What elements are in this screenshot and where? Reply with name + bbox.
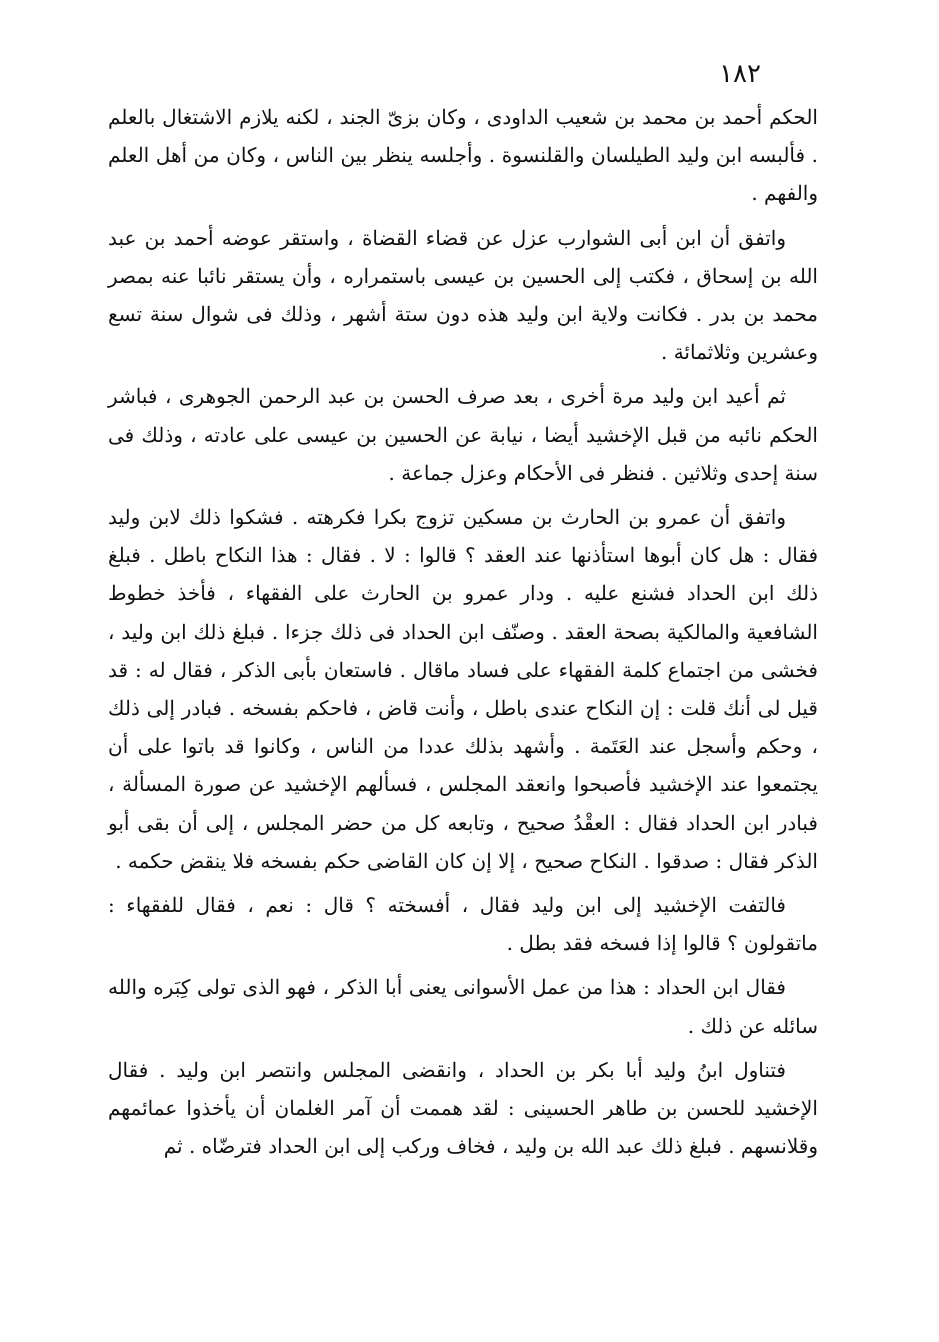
paragraph-1: الحكم أحمد بن محمد بن شعيب الداودى ، وكان بزىّ الجند ، لكنه يلازم الاشتغال بالعلم . فألبسه ابن وليد الطيلسان والقلنسوة . وأجلسه ينظر بين الناس ، وكان من أهل العلم والفهم .: [108, 105, 818, 206]
paragraph-4: واتفق أن عمرو بن الحارث بن مسكين تزوج بكرا فكرهته . فشكوا ذلك لابن وليد فقال : هل كان أبوها استأذنها عند العقد ؟ قالوا : لا . فقال : هذا النكاح باطل . فبلغ ذلك ابن الحداد فشنع عليه . ودار عمرو بن الحارث على الفقهاء ، فأخذ خطوط الشافعية والمالكية بصحة العقد . وصنّف ابن الحداد فى ذلك جزءا . فبلغ ذلك ابن وليد ، فخشى من اجتماع كلمة الفقهاء على فساد ماقال . فاستعان بأبى الذكر ، فقال له : قد قيل لى أنك قلت : إن النكاح عندى باطل ، وأنت قاض ، فاحكم بفسخه . فبادر إلى ذلك ، وحكم وأسجل عند العَتَمة . وأشهد بذلك عددا من الناس ، وكانوا قد باتوا على أن يجتمعوا عند الإخشيد فأصبحوا وانعقد المجلس ، فسألهم الإخشيد عن صورة المسألة ، فبادر ابن الحداد فقال : العقْدُ صحيح ، وتابعه كل من حضر المجلس ، إلى أن بقى أبو الذكر فقال : صدقوا . النكاح صحيح ، إلا إن كان القاضى حكم بفسخه فلا ينقض حكمه .: [108, 505, 818, 873]
paragraph-5: فالتفت الإخشيد إلى ابن وليد فقال ، أفسخته ؟ قال : نعم ، فقال للفقهاء : ماتقولون ؟ قالوا إذا فسخه فقد بطل .: [108, 893, 818, 956]
document-body: [108, 98, 818, 1171]
page-number: ١٨٢: [719, 59, 761, 89]
paragraph-7: فتناول ابنُ وليد أبا بكر بن الحداد ، وانقضى المجلس وانتصر ابن وليد . فقال الإخشيد للحسن بن طاهر الحسينى : لقد هممت أن آمر الغلمان أن يأخذوا عمائمهم وقلانسهم . فبلغ ذلك عبد الله بن وليد ، فخاف وركب إلى ابن الحداد فترضّاه . ثم: [108, 1057, 818, 1159]
paragraph-3: ثم أعيد ابن وليد مرة أخرى ، بعد صرف الحسن بن عبد الرحمن الجوهرى ، فباشر الحكم نائبه من قبل الإخشيد أيضا ، نيابة عن الحسين بن عيسى على عادته ، وذلك فى سنة إحدى وثلاثين . فنظر فى الأحكام وعزل جماعة .: [108, 384, 818, 485]
paragraph-6: فقال ابن الحداد : هذا من عمل الأسوانى يعنى أبا الذكر ، فهو الذى تولى كِبَره والله سائله عن ذلك .: [108, 975, 818, 1038]
paragraph-2: واتفق أن ابن أبى الشوارب عزل عن قضاء القضاة ، واستقر عوضه أحمد بن عبد الله بن إسحاق ، فكتب إلى الحسين بن عيسى باستمراره ، وأن يستقر نائبا عنه بمصر محمد بن بدر . فكانت ولاية ابن وليد هذه دون ستة أشهر ، وذلك فى شوال سنة تسع وعشرين وثلاثمائة .: [108, 225, 818, 365]
